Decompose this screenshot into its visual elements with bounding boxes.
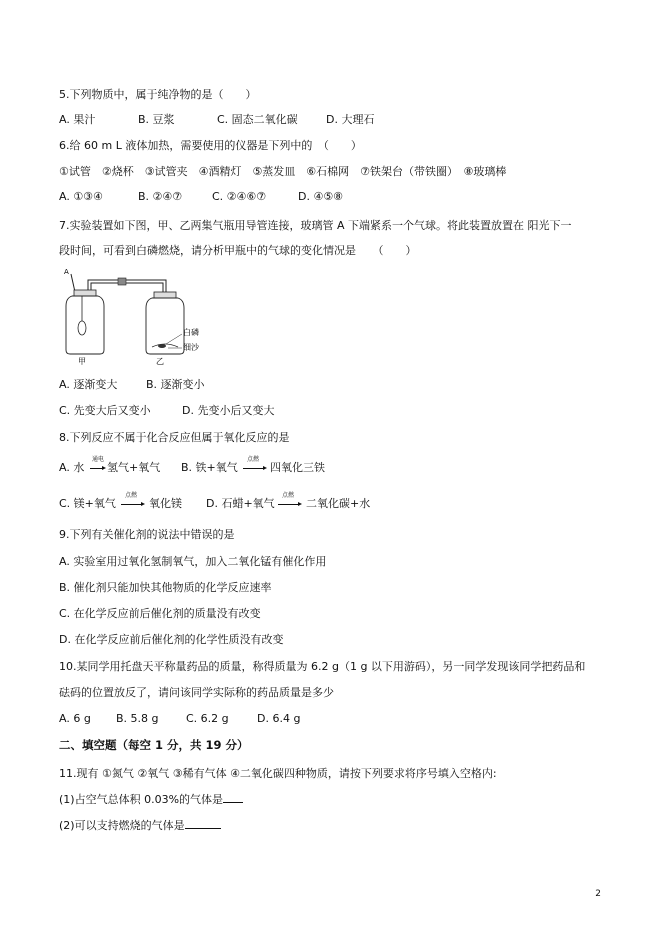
q5-option-d: D. 大理石 xyxy=(326,113,375,126)
q8-b-condition: 点燃 xyxy=(247,456,260,463)
q10-stem-line2: 砝码的位置放反了，请问该同学实际称的药品质量是多少 xyxy=(59,686,334,699)
q8-a-condition: 通电 xyxy=(92,456,105,463)
q10-option-c: C. 6.2 g xyxy=(186,712,229,725)
label-yi: 乙 xyxy=(156,357,164,366)
q11-sub1-text: (1)占空气总体积 0.03%的气体是 xyxy=(59,793,224,806)
q11-sub2-answer-blank[interactable] xyxy=(185,828,221,829)
q10-stem-line1: 10.某同学用托盘天平称量药品的质量，称得质量为 6.2 g（1 g 以下用游码），另一同学发现该同学把药品和 xyxy=(59,660,586,673)
q5-option-b: B. 豆浆 xyxy=(138,113,175,126)
q7-option-c: C. 先变大后又变小 xyxy=(59,404,151,417)
q11-sub1 xyxy=(59,793,243,807)
q8-b-arrow xyxy=(243,468,265,469)
q11-sub2 xyxy=(59,819,221,833)
q5-stem: 5.下列物质中，属于纯净物的是（ ） xyxy=(59,88,257,101)
q9-option-d: D. 在化学反应前后催化剂的化学性质没有改变 xyxy=(59,633,284,646)
q8-d-rhs: 二氧化碳+水 xyxy=(306,497,371,510)
q8-d-condition: 点燃 xyxy=(282,492,295,499)
q8-c-rhs: 氧化镁 xyxy=(149,497,182,510)
q9-option-c: C. 在化学反应前后催化剂的质量没有改变 xyxy=(59,607,261,620)
q8-a-lhs: A. 水 xyxy=(59,461,85,474)
q8-a-rhs: 氢气+氧气 xyxy=(107,461,161,474)
q6-stem: 6.给 60 m L 液体加热，需要使用的仪器是下列中的 （ ） xyxy=(59,139,362,152)
q8-stem: 8.下列反应不属于化合反应但属于氧化反应的是 xyxy=(59,431,290,444)
q8-c-condition: 点燃 xyxy=(125,492,138,499)
q10-option-d: D. 6.4 g xyxy=(257,712,301,725)
q8-d-lhs: D. 石蜡+氧气 xyxy=(206,497,275,510)
q7-option-a: A. 逐渐变大 xyxy=(59,378,118,391)
q5-option-c: C. 固态二氧化碳 xyxy=(217,113,298,126)
bottle-jia xyxy=(66,290,104,354)
q11-sub2-text: (2)可以支持燃烧的气体是 xyxy=(59,819,185,832)
page-number: 2 xyxy=(595,889,601,899)
label-fine-sand: 细沙 xyxy=(183,343,199,352)
q11-stem: 11.现有 ①氮气 ②氧气 ③稀有气体 ④二氧化碳四种物质，请按下列要求将序号填入空格内: xyxy=(59,767,497,780)
bottle-yi xyxy=(146,292,184,354)
label-white-phosphorus: 白磷 xyxy=(183,328,199,337)
q7-option-b: B. 逐渐变小 xyxy=(146,378,205,391)
q8-d-arrow xyxy=(278,504,300,505)
q6-option-d: D. ④⑤⑧ xyxy=(298,190,344,203)
q8-a-arrow xyxy=(90,468,104,469)
q10-option-a: A. 6 g xyxy=(59,712,91,725)
q7-stem-line1: 7.实验装置如下图，甲、乙两集气瓶用导管连接，玻璃管 A 下端紧系一个气球。将此装置放置在 阳光下一 xyxy=(59,219,572,232)
q11-sub1-answer-blank[interactable] xyxy=(223,802,243,803)
q7-stem-line2: 段时间，可看到白磷燃烧，请分析甲瓶中的气球的变化情况是 （ ） xyxy=(59,244,417,257)
q7-apparatus-figure xyxy=(58,262,218,368)
label-jia: 甲 xyxy=(78,357,86,366)
section-heading: 二、填空题（每空 1 分，共 19 分） xyxy=(59,738,249,752)
balloon xyxy=(78,321,86,335)
q8-c-lhs: C. 镁+氧气 xyxy=(59,497,116,510)
q9-option-b: B. 催化剂只能加快其他物质的化学反应速率 xyxy=(59,581,272,594)
q6-instrument-list: ①试管 ②烧杯 ③试管夹 ④酒精灯 ⑤蒸发皿 ⑥石棉网 ⑦铁架台（带铁圈） ⑧玻璃棒 xyxy=(59,165,507,178)
q10-option-b: B. 5.8 g xyxy=(116,712,159,725)
q7-option-d: D. 先变小后又变大 xyxy=(182,404,275,417)
q9-stem: 9.下列有关催化剂的说法中错误的是 xyxy=(59,528,235,541)
q8-b-lhs: B. 铁+氧气 xyxy=(181,461,238,474)
q6-option-a: A. ①③④ xyxy=(59,190,103,203)
q6-option-c: C. ②④⑥⑦ xyxy=(212,190,267,203)
q9-option-a: A. 实验室用过氧化氢制氧气，加入二氧化锰有催化作用 xyxy=(59,555,327,568)
q8-c-arrow xyxy=(121,504,143,505)
q6-option-b: B. ②④⑦ xyxy=(138,190,183,203)
label-a: A xyxy=(64,268,69,276)
q5-option-a: A. 果汁 xyxy=(59,113,96,126)
q8-b-rhs: 四氧化三铁 xyxy=(270,461,325,474)
